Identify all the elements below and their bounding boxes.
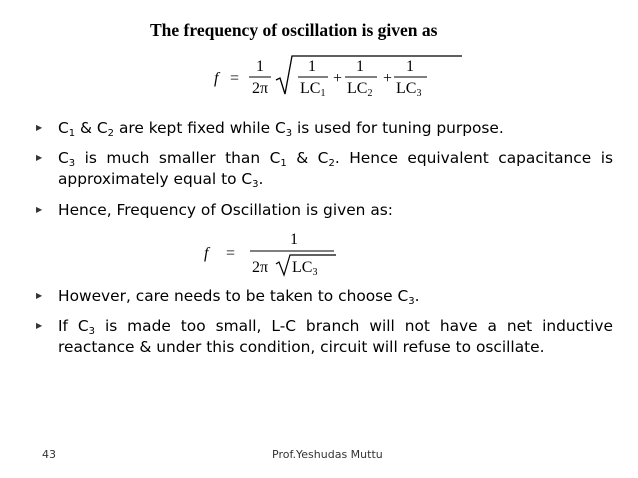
footer-author: Prof.Yeshudas Muttu bbox=[272, 448, 383, 461]
bullet-marker-icon bbox=[36, 148, 46, 168]
bullet-3-text: Hence, Frequency of Oscillation is given as: bbox=[58, 201, 393, 219]
slide-heading: The frequency of oscillation is given as bbox=[150, 20, 438, 40]
eq1-equals: = bbox=[230, 70, 240, 87]
frequency-equation-simplified bbox=[204, 230, 364, 278]
eq1-term1-num: 1 bbox=[308, 58, 316, 75]
eq2-lhs: f bbox=[204, 245, 209, 262]
eq1-term2-num: 1 bbox=[356, 58, 364, 75]
bullet-marker-icon bbox=[36, 316, 46, 336]
frequency-equation-general bbox=[214, 54, 464, 98]
eq1-lhs: f bbox=[214, 70, 219, 87]
eq1-term2-den: LC2 bbox=[347, 80, 373, 98]
page-number: 43 bbox=[42, 448, 56, 461]
eq2-den-var: LC3 bbox=[292, 259, 318, 278]
bullet-marker-icon bbox=[36, 286, 46, 306]
eq1-term3-den: LC3 bbox=[396, 80, 422, 98]
eq1-numerator: 1 bbox=[256, 58, 264, 75]
eq1-plus-2: + bbox=[383, 70, 393, 87]
eq1-plus-1: + bbox=[333, 70, 343, 87]
bullet-marker-icon bbox=[36, 118, 46, 138]
bullet-1-text: $C_1$ & $C_2$ are kept fixed while $C_3$ is used for tuning purpose. bbox=[58, 119, 504, 139]
bullet-5-text: If $C_3$ is made too small, L-C branch will not have a net inductive reactance & under this condition, circuit will refuse to oscillate. bbox=[58, 317, 613, 356]
bullet-marker-icon bbox=[36, 200, 46, 220]
eq2-den-coef: 2π bbox=[252, 259, 269, 276]
eq1-denominator: 2π bbox=[251, 80, 269, 97]
eq1-term1-den: LC1 bbox=[300, 80, 326, 98]
bullet-4-text: However, care needs to be taken to choose $C_3$. bbox=[58, 287, 420, 307]
eq1-term3-num: 1 bbox=[406, 58, 414, 75]
eq2-equals: = bbox=[226, 245, 236, 262]
bullet-2-text: $C_3$ is much smaller than $C_1$ & $C_2$. Hence equivalent capacitance is approximately equal to $C_3$. bbox=[58, 149, 613, 190]
eq2-numerator: 1 bbox=[290, 231, 298, 248]
